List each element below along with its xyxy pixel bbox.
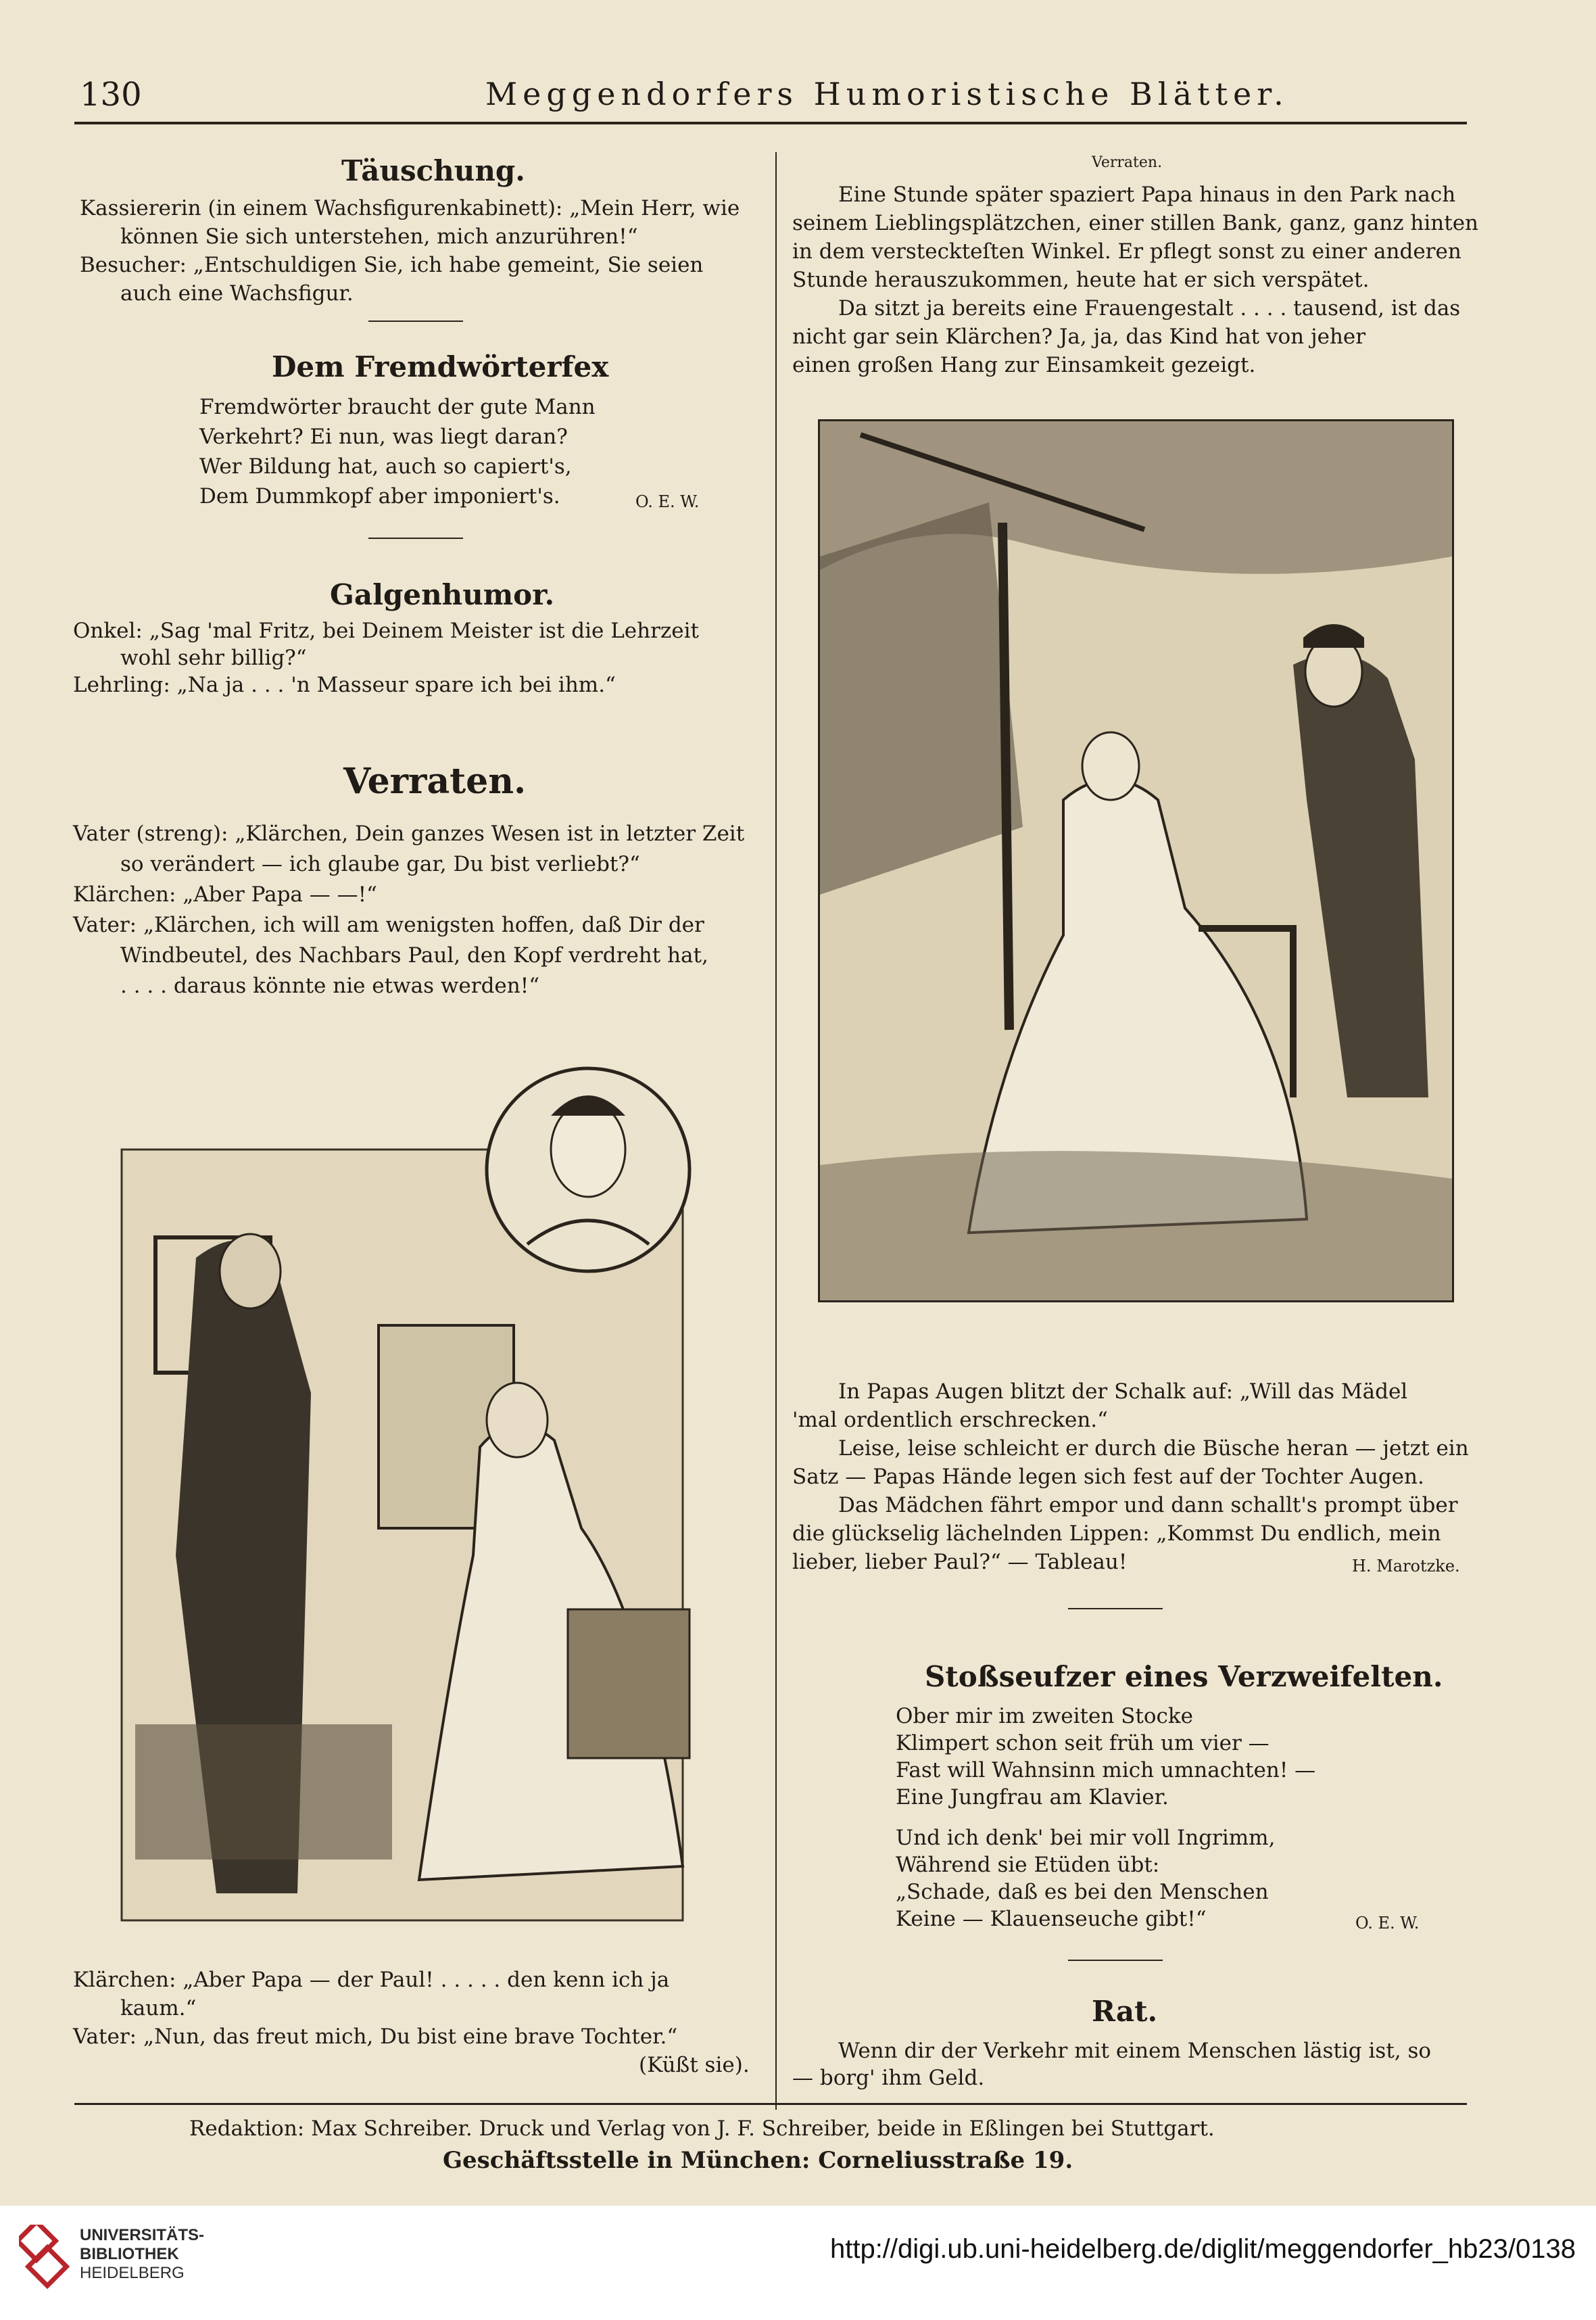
galgenhumor-title: Galgenhumor. [330, 578, 555, 611]
story-line: Leise, leise schleicht er durch die Büsche heran — jetzt ein [838, 1436, 1469, 1461]
galgenhumor-line: Onkel: „Sag 'mal Fritz, bei Deinem Meister ist die Lehrzeit [73, 619, 699, 643]
fremdwoerter-title: Dem Fremdwörterfex [272, 350, 609, 383]
library-name-line: BIBLIOTHEK [80, 2245, 179, 2263]
galgenhumor-line: wohl sehr billig?“ [120, 646, 307, 670]
poem-line: Wer Bildung hat, auch so capiert's, [199, 454, 572, 479]
poem-line: Fast will Wahnsinn mich umnachten! — [896, 1758, 1316, 1782]
illustration-garden-bench [818, 419, 1454, 1302]
separator [1068, 1608, 1163, 1609]
stossseufzer-title: Stoßseufzer eines Verzweifelten. [925, 1660, 1443, 1693]
library-footer [0, 2206, 1596, 2320]
poem-line: Verkehrt? Ei nun, was liegt daran? [199, 425, 568, 449]
verraten-line: Windbeutel, des Nachbars Paul, den Kopf verdreht hat, [120, 943, 708, 968]
illustration-father-daughter [95, 1014, 717, 1934]
poem-line: Keine — Klauenseuche gibt!“ [896, 1907, 1207, 1931]
taeuschung-line: auch eine Wachsfigur. [120, 281, 354, 306]
rat-line: — borg' ihm Geld. [792, 2066, 985, 2090]
taeuschung-line: Kassiererin (in einem Wachsfigurenkabinett): „Mein Herr, wie [80, 196, 740, 220]
imprint-address: Geschäftsstelle in München: Corneliusstraße 19. [443, 2147, 1073, 2174]
story-line: in dem versteckteſten Winkel. Er pflegt sonst zu einer anderen [792, 239, 1461, 264]
rat-title: Rat. [1092, 1995, 1158, 2028]
column-divider [775, 152, 777, 2110]
verraten-title: Verraten. [343, 761, 527, 802]
rat-line: Wenn dir der Verkehr mit einem Menschen lästig ist, so [838, 2039, 1432, 2063]
story-line: einen großen Hang zur Einsamkeit gezeigt. [792, 353, 1256, 377]
taeuschung-line: können Sie sich unterstehen, mich anzurühren!“ [120, 224, 638, 249]
source-url-link[interactable]: http://digi.ub.uni-heidelberg.de/diglit/meggendorfer_hb23/0138 [829, 2234, 1576, 2264]
story-line: Das Mädchen fährt empor und dann schallt's prompt über [838, 1493, 1458, 1517]
separator [368, 321, 463, 322]
verraten-line: Klärchen: „Aber Papa — der Paul! . . . . . den kenn ich ja [73, 1968, 670, 1992]
verraten-line: Vater: „Klärchen, ich will am wenigsten hoffen, daß Dir der [73, 913, 704, 937]
poem-line: Ober mir im zweiten Stocke [896, 1704, 1194, 1728]
magazine-title: Meggendorfers Humoristische Blätter. [485, 76, 1289, 112]
author-signature: O. E. W. [1355, 1914, 1420, 1933]
continuation-label: Verraten. [1092, 154, 1163, 171]
poem-line: Und ich denk' bei mir voll Ingrimm, [896, 1826, 1276, 1850]
story-line: lieber, lieber Paul?“ — Tableau! [792, 1550, 1128, 1574]
taeuschung-line: Besucher: „Entschuldigen Sie, ich habe gemeint, Sie seien [80, 253, 704, 277]
story-line: seinem Lieblingsplätzchen, einer stillen Bank, ganz, ganz hinten [792, 211, 1479, 235]
story-line: Satz — Papas Hände legen sich fest auf der Tochter Augen. [792, 1465, 1424, 1489]
verraten-line: (Küßt sie). [639, 2053, 750, 2077]
library-name-line: UNIVERSITÄTS- [80, 2226, 205, 2244]
story-line: 'mal ordentlich erschrecken.“ [792, 1408, 1108, 1432]
author-signature: O. E. W. [635, 492, 700, 511]
poem-line: „Schade, daß es bei den Menschen [896, 1880, 1269, 1904]
story-line: Stunde herauszukommen, heute hat er sich verspätet. [792, 268, 1370, 292]
author-signature: H. Marotzke. [1352, 1557, 1460, 1576]
galgenhumor-line: Lehrling: „Na ja . . . 'n Masseur spare ich bei ihm.“ [73, 673, 616, 697]
story-line: Da sitzt ja bereits eine Frauengestalt . . . . tausend, ist das [838, 296, 1461, 321]
story-line: die glückselig lächelnden Lippen: „Kommst Du endlich, mein [792, 1521, 1441, 1546]
page-number: 130 [80, 76, 142, 114]
taeuschung-title: Täuschung. [341, 154, 525, 187]
separator [1068, 1960, 1163, 1961]
poem-line: Dem Dummkopf aber imponiert's. [199, 484, 560, 508]
verraten-line: Klärchen: „Aber Papa — —!“ [73, 882, 377, 907]
library-name-line: HEIDELBERG [80, 2264, 185, 2282]
verraten-line: so verändert — ich glaube gar, Du bist verliebt?“ [120, 852, 640, 876]
story-line: Eine Stunde später spaziert Papa hinaus in den Park nach [838, 183, 1456, 207]
header-rule [74, 122, 1467, 124]
separator [368, 538, 463, 539]
poem-line: Fremdwörter braucht der gute Mann [199, 395, 596, 419]
university-library-logo-icon [19, 2225, 70, 2292]
imprint-line: Redaktion: Max Schreiber. Druck und Verlag von J. F. Schreiber, beide in Eßlingen bei Stuttgart. [189, 2116, 1215, 2141]
verraten-line: kaum.“ [120, 1996, 197, 2020]
footer-rule [74, 2103, 1467, 2105]
poem-line: Klimpert schon seit früh um vier — [896, 1731, 1269, 1755]
story-line: In Papas Augen blitzt der Schalk auf: „Will das Mädel [838, 1379, 1408, 1404]
verraten-line: Vater (streng): „Klärchen, Dein ganzes Wesen ist in letzter Zeit [73, 822, 745, 846]
verraten-line: . . . . daraus könnte nie etwas werden!“ [120, 974, 540, 998]
story-line: nicht gar sein Klärchen? Ja, ja, das Kind hat von jeher [792, 325, 1366, 349]
poem-line: Eine Jungfrau am Klavier. [896, 1785, 1169, 1809]
poem-line: Während sie Etüden übt: [896, 1853, 1160, 1877]
verraten-line: Vater: „Nun, das freut mich, Du bist eine brave Tochter.“ [73, 2025, 678, 2049]
